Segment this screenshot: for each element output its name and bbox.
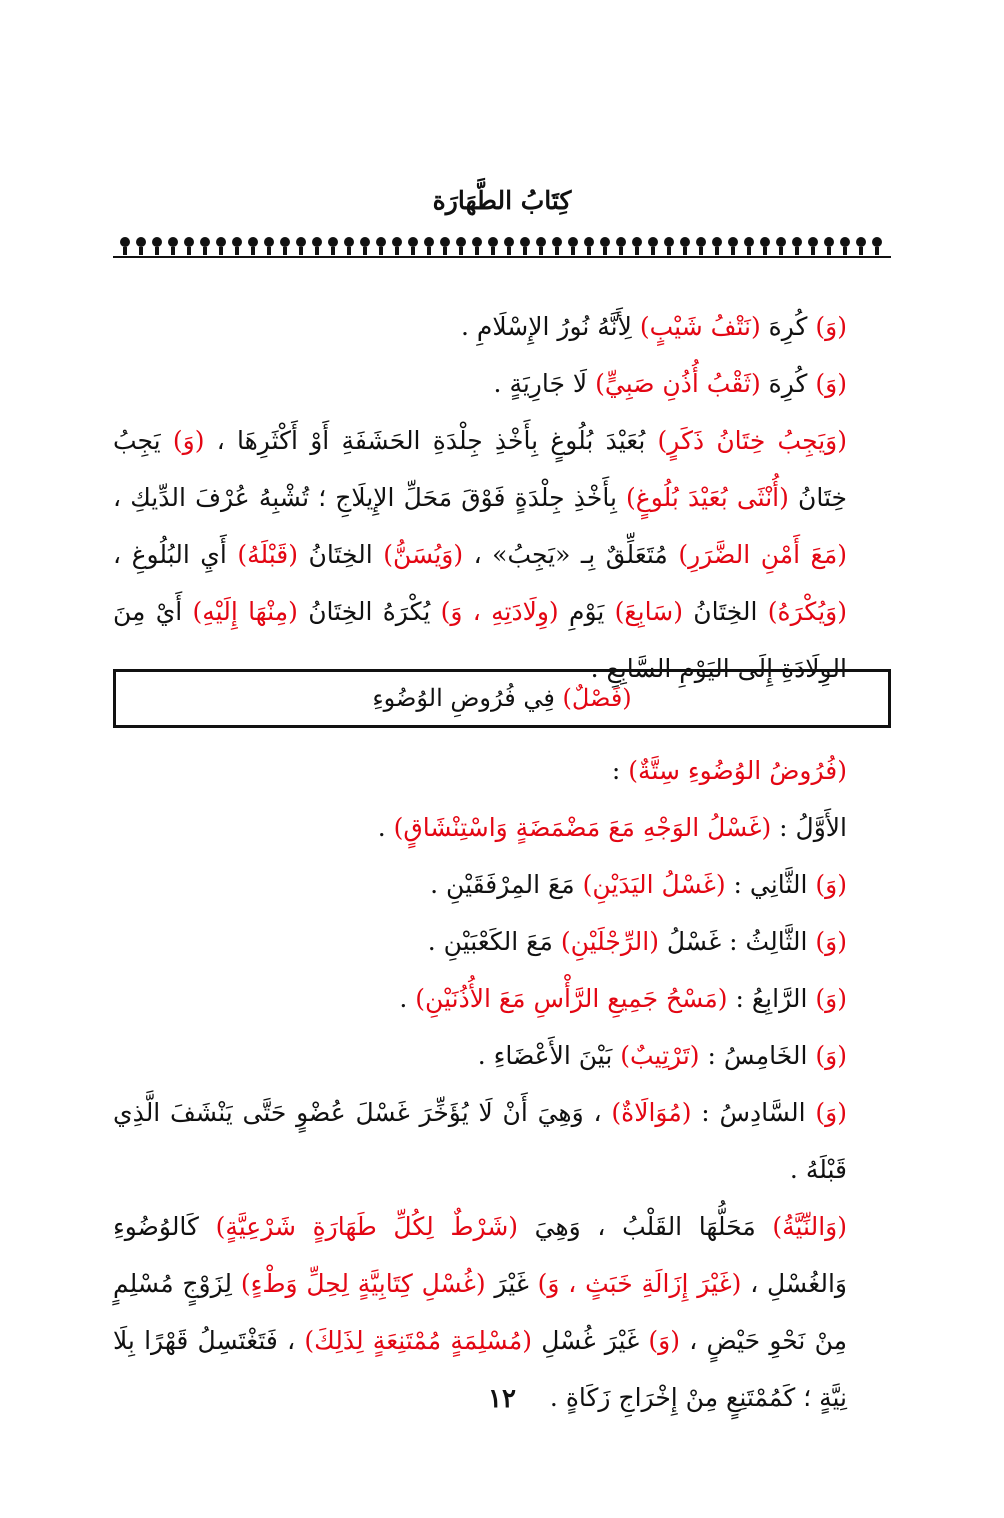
ornament-stem xyxy=(443,247,447,255)
sharh-text: مَحَلُّهَا القَلْبُ ، وَهِيَ xyxy=(518,1212,773,1241)
ornament-flourish xyxy=(616,237,626,247)
ornament-flourish xyxy=(856,237,866,247)
sharh-text: كُرِهَ xyxy=(760,369,816,398)
ornament-flourish xyxy=(552,237,562,247)
ornament-flourish xyxy=(648,237,658,247)
ornament-stem xyxy=(139,247,143,255)
matn-text: (ثَقْبُ أُذُنِ صَبِيٍّ) xyxy=(595,369,761,398)
ornament-flourish xyxy=(280,237,290,247)
ornament-flourish xyxy=(392,237,402,247)
ornament-stem xyxy=(587,247,591,255)
ornament-stem xyxy=(827,247,831,255)
matn-text: (غَسْلُ اليَدَيْنِ) xyxy=(582,870,726,899)
matn-text: (وَيُكْرَهُ) xyxy=(767,597,847,626)
page-number: ١٢ xyxy=(488,1384,516,1414)
ornament-stem xyxy=(811,247,815,255)
matn-text: (وَيَجِبُ خِتَانُ ذَكَرٍ) xyxy=(657,426,847,455)
ornament-stem xyxy=(123,247,127,255)
ornament-flourish xyxy=(168,237,178,247)
ornament-stem xyxy=(491,247,495,255)
matn-text: (فَصْلٌ) xyxy=(562,684,632,712)
ornament-stem xyxy=(299,247,303,255)
ornament-stem xyxy=(347,247,351,255)
ornament-flourish xyxy=(824,237,834,247)
ornament-flourish xyxy=(152,237,162,247)
matn-text: (وَيُسَنُّ) xyxy=(383,540,464,569)
sharh-text: لَا جَارِيَةٍ . xyxy=(493,369,596,398)
sharh-text: الرَّابِعُ : xyxy=(727,984,816,1013)
ornament-flourish xyxy=(312,237,322,247)
ornament-flourish xyxy=(200,237,210,247)
ornament-stem xyxy=(843,247,847,255)
matn-text: (وَ) xyxy=(815,927,847,956)
ornament-stem xyxy=(363,247,367,255)
ornament-flourish xyxy=(360,237,370,247)
matn-text: (غَسْلُ الوَجْهِ مَعَ مَضْمَضَةٍ وَاسْتِنْشَاقٍ) xyxy=(393,813,772,842)
sharh-text: بُعَيْدَ بُلُوغٍ بِأَخْذِ جِلْدَةِ الحَشَفَةِ أَوْ أَكْثَرِهَا ، xyxy=(204,426,658,455)
sharh-text: يُكْرَهُ الخِتَانُ xyxy=(297,597,441,626)
ornament-stem xyxy=(523,247,527,255)
matn-text: (وَ) xyxy=(815,1041,847,1070)
matn-text: (فُرُوضُ الوُضُوءِ سِتَّةٌ) xyxy=(628,756,847,785)
ornament-stem xyxy=(171,247,175,255)
sharh-text: مَعَ الكَعْبَيْنِ . xyxy=(427,927,561,956)
matn-text: (مُوَالَاةٌ) xyxy=(611,1098,692,1127)
ornament-stem xyxy=(267,247,271,255)
ornament-flourish xyxy=(680,237,690,247)
ornament-flourish xyxy=(600,237,610,247)
sharh-text: بَيْنَ الأَعْضَاءِ . xyxy=(477,1041,621,1070)
ornament-flourish xyxy=(568,237,578,247)
ornament-stem xyxy=(235,247,239,255)
decorative-border-icon xyxy=(113,228,891,264)
sharh-text: مَعَ المِرْفَقَيْنِ . xyxy=(430,870,583,899)
sharh-text: مُتَعَلِّقٌ بِـ «يَجِبُ» ، xyxy=(463,540,679,569)
ornament-stem xyxy=(571,247,575,255)
sharh-text: . xyxy=(377,813,394,842)
matn-text: (نَتْفُ شَيْبٍ) xyxy=(639,312,761,341)
ornament-stem xyxy=(219,247,223,255)
ornament-stem xyxy=(683,247,687,255)
sharh-text: يَجِبُ خِتَانُ xyxy=(113,426,848,512)
ornament-flourish xyxy=(536,237,546,247)
ornament-flourish xyxy=(712,237,722,247)
section-adornment-rules xyxy=(113,298,891,697)
matn-text: (سَابِعَ) xyxy=(614,597,683,626)
ornament-stem xyxy=(555,247,559,255)
ornament-stem xyxy=(875,247,879,255)
ornament-stem xyxy=(667,247,671,255)
ornament-flourish xyxy=(696,237,706,247)
matn-text: (وَ) xyxy=(172,426,205,455)
ornament-flourish xyxy=(232,237,242,247)
ornament-stem xyxy=(859,247,863,255)
ornament-stem xyxy=(395,247,399,255)
ornament-flourish xyxy=(728,237,738,247)
ornament-stem xyxy=(427,247,431,255)
ornament-stem xyxy=(715,247,719,255)
sharh-text: ، وَهِيَ أَنْ لَا يُؤَخِّرَ غَسْلَ عُضْوٍ حَتَّى يَنْشَفَ الَّذِي قَبْلَهُ . xyxy=(113,1098,847,1184)
ornament-stem xyxy=(651,247,655,255)
ornament-stem xyxy=(475,247,479,255)
ornament-stem xyxy=(315,247,319,255)
chapter-heading-box xyxy=(113,669,891,728)
ornament-stem xyxy=(747,247,751,255)
ornament-flourish xyxy=(632,237,642,247)
sharh-text: الثَّالِثُ : غَسْلُ xyxy=(658,927,816,956)
chapter-heading-text xyxy=(372,684,631,712)
sharh-text: الثَّانِي : xyxy=(725,870,816,899)
ornament-flourish xyxy=(776,237,786,247)
ornament-flourish xyxy=(760,237,770,247)
ornament-flourish xyxy=(520,237,530,247)
paragraph xyxy=(113,1084,891,1198)
sharh-text: كُرِهَ xyxy=(760,312,816,341)
sharh-text: الأَوَّلُ : xyxy=(771,813,847,842)
matn-text: (مَعَ أَمْنِ الضَّرَرِ) xyxy=(678,540,848,569)
ornament-flourish xyxy=(872,237,882,247)
ornament-flourish xyxy=(296,237,306,247)
ornament-stem xyxy=(795,247,799,255)
ornament-flourish xyxy=(840,237,850,247)
matn-text: (وَ) xyxy=(648,1326,680,1355)
sharh-text: أَيْ مِنَ الوِلَادَةِ إِلَى اليَوْمِ السَّابِعِ . xyxy=(113,597,847,683)
matn-text: (قَبْلَهُ) xyxy=(237,540,298,569)
matn-text: (مِنْهَا إِلَيْهِ) xyxy=(192,597,298,626)
ornament-flourish xyxy=(408,237,418,247)
ornament-stem xyxy=(411,247,415,255)
ornament-flourish xyxy=(136,237,146,247)
matn-text: (مَسْحُ جَمِيعِ الرَّأْسِ مَعَ الأُذُنَيْنِ) xyxy=(415,984,728,1013)
matn-text: (وَ) xyxy=(815,870,847,899)
matn-text: (وَ) xyxy=(815,984,847,1013)
ornament-stem xyxy=(619,247,623,255)
ornament-flourish xyxy=(808,237,818,247)
sharh-text: . xyxy=(399,984,416,1013)
sharh-text: غَيْرَ xyxy=(485,1269,538,1298)
paragraph xyxy=(113,970,891,1027)
ornament-stem xyxy=(699,247,703,255)
paragraph xyxy=(113,355,891,412)
ornament-stem xyxy=(459,247,463,255)
ornament-flourish xyxy=(376,237,386,247)
matn-text: (وَ) xyxy=(815,369,847,398)
sharh-text: بِأَخْذِ جِلْدَةٍ فَوْقَ مَحَلِّ الإِيلَاجِ ؛ تُشْبِهُ عُرْفَ الدِّيكِ ، xyxy=(113,483,627,512)
sharh-text: لِزَوْجٍ مُسْلِمٍ مِنْ نَحْوِ حَيْضٍ ، xyxy=(113,1269,847,1355)
ornament-stem xyxy=(779,247,783,255)
matn-text: (وَالنِّيَّةُ) xyxy=(772,1212,847,1241)
ornament-stem xyxy=(203,247,207,255)
ornament-stem xyxy=(635,247,639,255)
ornament-flourish xyxy=(584,237,594,247)
paragraph xyxy=(113,298,891,355)
ornament-flourish xyxy=(440,237,450,247)
ornament-flourish xyxy=(264,237,274,247)
sharh-text: الخِتَانُ xyxy=(682,597,768,626)
sharh-text: : xyxy=(611,756,629,785)
sharh-text: ، فَتَغْتَسِلُ قَهْرًا بِلَا نِيَّةٍ ؛ كَمُمْتَنِعٍ مِنْ إِخْرَاجِ زَكَاةٍ . xyxy=(113,1326,847,1412)
ornament-stem xyxy=(539,247,543,255)
ornament-flourish xyxy=(328,237,338,247)
sharh-text: يَوْمِ xyxy=(558,597,615,626)
ornament-stem xyxy=(283,247,287,255)
ornament-flourish xyxy=(664,237,674,247)
matn-text: (تَرْتِيبٌ) xyxy=(620,1041,700,1070)
paragraph xyxy=(113,913,891,970)
ornament-flourish xyxy=(792,237,802,247)
matn-text: (وَ) xyxy=(815,1098,847,1127)
sharh-text: السَّادِسُ : xyxy=(691,1098,816,1127)
section-wudu-obligations xyxy=(113,742,891,1426)
paragraph xyxy=(113,1027,891,1084)
matn-text: (غُسْلِ كِتَابِيَّةٍ لِحِلِّ وَطْءٍ) xyxy=(240,1269,486,1298)
matn-text: (وَ) xyxy=(815,312,847,341)
ornament-flourish xyxy=(504,237,514,247)
ornament-stem xyxy=(331,247,335,255)
matn-text: (الرِّجْلَيْنِ) xyxy=(560,927,659,956)
running-header-title: كِتَابُ الطَّهَارَة xyxy=(432,186,572,215)
ornament-stem xyxy=(603,247,607,255)
ornament-flourish xyxy=(184,237,194,247)
ornament-flourish xyxy=(248,237,258,247)
sharh-text: لِأَنَّهُ نُورُ الإِسْلَامِ . xyxy=(460,312,640,341)
matn-text: (أُنْثَى بُعَيْدَ بُلُوغٍ) xyxy=(626,483,789,512)
ornament-stem xyxy=(507,247,511,255)
paragraph xyxy=(113,856,891,913)
ornament-flourish xyxy=(472,237,482,247)
sharh-text: أَيِ البُلُوغِ ، xyxy=(113,540,238,569)
paragraph xyxy=(113,799,891,856)
ornament-stem xyxy=(251,247,255,255)
paragraph xyxy=(113,742,891,799)
paragraph xyxy=(113,412,891,697)
matn-text: (مُسْلِمَةٍ مُمْتَنِعَةٍ لِذَلِكَ) xyxy=(304,1326,532,1355)
ornament-flourish xyxy=(456,237,466,247)
matn-text: (غَيْرَ إِزَالَةِ خَبَثٍ ، وَ) xyxy=(537,1269,742,1298)
sharh-text: فِي فُرُوضِ الوُضُوءِ xyxy=(372,684,563,712)
sharh-text: غَيْرَ غُسْلِ xyxy=(532,1326,649,1355)
ornament-stem xyxy=(731,247,735,255)
ornament-flourish xyxy=(120,237,130,247)
ornament-flourish xyxy=(344,237,354,247)
ornament-stem xyxy=(379,247,383,255)
ornament-flourish xyxy=(216,237,226,247)
ornament-flourish xyxy=(488,237,498,247)
matn-text: (شَرْطٌ لِكُلِّ طَهَارَةٍ شَرْعِيَّةٍ) xyxy=(215,1212,519,1241)
matn-text: (وِلَادَتِهِ ، وَ) xyxy=(440,597,559,626)
ornament-stem xyxy=(155,247,159,255)
ornament-stem xyxy=(187,247,191,255)
ornament-stem xyxy=(763,247,767,255)
sharh-text: كَالوُضُوءِ وَالغُسْلِ ، xyxy=(113,1212,847,1298)
sharh-text: الخِتَانُ xyxy=(298,540,384,569)
sharh-text: الخَامِسُ : xyxy=(699,1041,816,1070)
ornament-flourish xyxy=(744,237,754,247)
ornament-flourish xyxy=(424,237,434,247)
